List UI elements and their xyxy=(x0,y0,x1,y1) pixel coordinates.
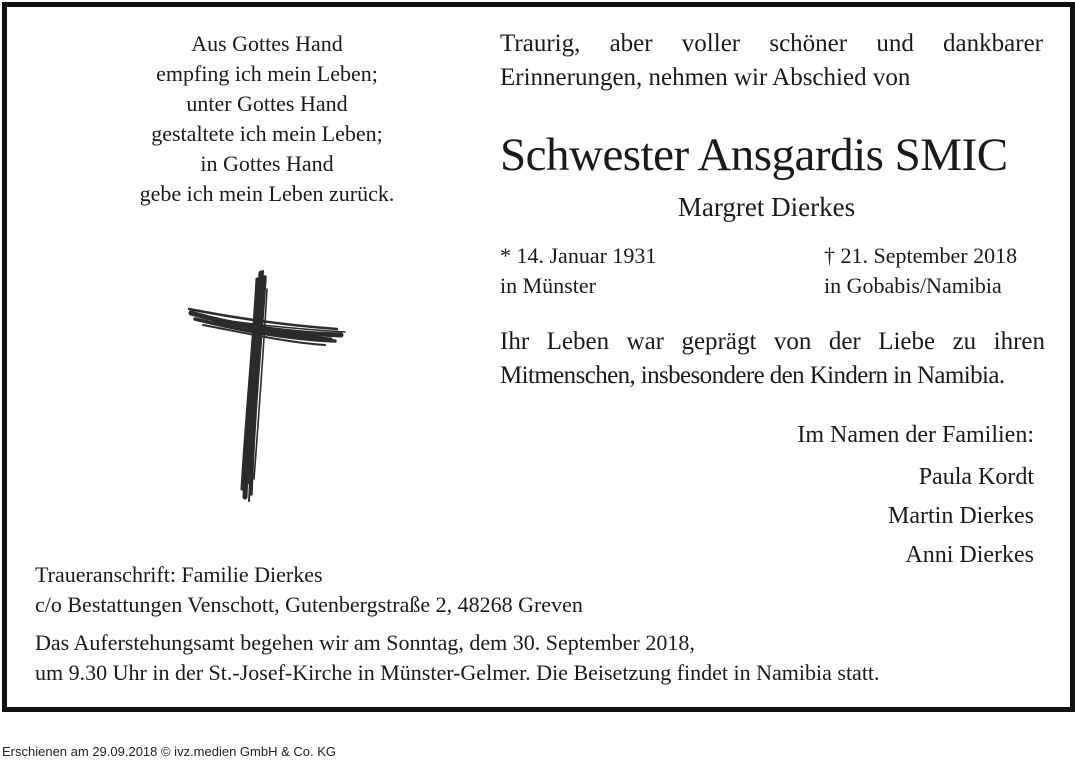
birth-place: in Münster xyxy=(500,273,596,298)
birth-date: * 14. Januar 1931 xyxy=(500,243,657,268)
poem-line: in Gottes Hand xyxy=(200,151,334,176)
poem-line: gebe ich mein Leben zurück. xyxy=(139,181,395,206)
family-member: Martin Dierkes xyxy=(888,503,1034,529)
family-header: Im Namen der Familien: xyxy=(797,422,1034,448)
poem-line: empfing ich mein Leben; xyxy=(156,61,378,86)
address-line: Traueranschrift: Familie Dierkes xyxy=(35,562,323,587)
deceased-name: Schwester Ansgardis SMIC xyxy=(500,129,1008,181)
life-line: Ihr Leben war geprägt von der Liebe zu ihren xyxy=(500,328,1045,355)
birth-name: Margret Dierkes xyxy=(677,192,856,222)
family-member: Paula Kordt xyxy=(918,464,1034,490)
poem-line: unter Gottes Hand xyxy=(186,91,348,116)
service-line: Das Auferstehungsamt begehen wir am Sonntag, dem 30. September 2018, xyxy=(35,630,695,655)
poem-line: Aus Gottes Hand xyxy=(191,31,343,56)
death-place: in Gobabis/Namibia xyxy=(824,273,1002,298)
poem xyxy=(102,29,432,209)
service-line: um 9.30 Uhr in der St.-Josef-Kirche in Münster-Gelmer. Die Beisetzung findet in Namibia statt. xyxy=(35,660,880,685)
intro-text xyxy=(500,27,1043,95)
life-line: Mitmenschen, insbesondere den Kindern in Namibia. xyxy=(500,362,1005,389)
family-signature xyxy=(797,418,1034,575)
poem-line: gestaltete ich mein Leben; xyxy=(151,121,383,146)
service-info xyxy=(35,628,880,688)
family-member: Anni Dierkes xyxy=(905,542,1034,568)
mourning-address xyxy=(35,560,583,620)
cross-icon xyxy=(185,269,347,504)
intro-line: Erinnerungen, nehmen wir Abschied von xyxy=(500,64,911,91)
life-text xyxy=(500,325,1045,393)
death-date: † 21. September 2018 xyxy=(824,243,1018,268)
birth-info xyxy=(500,241,656,301)
publication-footer: Erschienen am 29.09.2018 © ivz.medien GmbH & Co. KG xyxy=(2,744,337,759)
obituary-card xyxy=(2,2,1075,712)
death-info xyxy=(824,241,1017,301)
address-line: c/o Bestattungen Venschott, Gutenbergstraße 2, 48268 Greven xyxy=(35,592,583,617)
intro-line: Traurig, aber voller schöner und dankbarer xyxy=(500,30,1043,57)
